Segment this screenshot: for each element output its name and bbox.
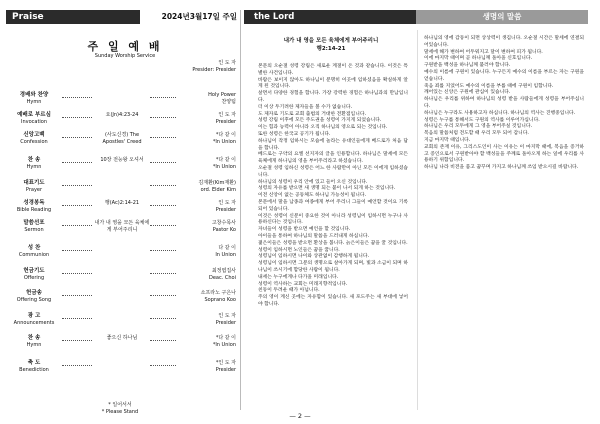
row-leader xyxy=(176,268,236,281)
presider-label xyxy=(168,60,236,74)
leader-dots xyxy=(62,137,92,138)
leader-dots xyxy=(62,318,92,319)
presider-ko: 인 도 자 xyxy=(218,60,236,66)
row-label-en: Announcements xyxy=(13,319,55,326)
row-leader-primary: 김재환(Kim재환) xyxy=(198,180,236,186)
row-leader xyxy=(176,335,236,348)
sermon-paragraph: 복음의 말씀처럼 전도할 때 우리 모두 되어 갑니다. xyxy=(424,131,529,137)
row-leader-primary: *다 같 이 xyxy=(215,157,236,163)
leader-dots xyxy=(150,273,176,274)
row-label xyxy=(10,290,58,303)
row-leader xyxy=(176,245,236,258)
column-divider-2 xyxy=(417,30,418,410)
sermon-title: 내가 내 영을 모든 육체에게 부어주리니 xyxy=(283,38,379,44)
row-label xyxy=(10,92,58,105)
row-label-ko: 찬 송 xyxy=(27,335,41,341)
sermon-paragraph: 구원받을 백성을 하나님께 불러야 합니다. xyxy=(424,63,511,69)
word-of-life-header: 생명의 말씀 xyxy=(416,10,588,24)
sermon-paragraph: 젊은이들은 성령을 받으면 환상을 봅니다. 늙은이들은 꿈을 꿀 것입니다. xyxy=(258,240,408,246)
row-leader-secondary: 찬양팀 xyxy=(221,98,236,105)
sermon-paragraph: 성령님이 임하시면 그분의 생명으로 살아가게 되며, 빛과 소금이 되며 하나님이 쓰시기에 합당한 사람이 됩니다. xyxy=(258,261,408,273)
row-leader-primary: Holy Power xyxy=(208,92,236,98)
sermon-paragraph: 또한 성령은 한국교 공기가 됩니다. xyxy=(258,131,331,137)
sermon-paragraph: 오순절 성령 임하신 성령은 어느 한 사람만이 아닌 모든 이에게 임하셨습니다. xyxy=(258,165,408,178)
row-label xyxy=(10,180,58,193)
sermon-paragraph: 성령의 자유를 받으면 새 생명 되는 불이 나서 되게 하는 것입니다. xyxy=(258,186,396,192)
row-label-ko: 대표기도 xyxy=(23,180,45,186)
row-label-en: Prayer xyxy=(25,186,43,193)
leader-dots xyxy=(62,273,92,274)
sermon-paragraph: 자녀들이 성령을 받으면 예언을 할 것입니다. xyxy=(258,227,351,233)
row-label-ko: 신앙고백 xyxy=(23,132,45,138)
leader-dots xyxy=(62,365,92,366)
leader-dots xyxy=(150,205,176,206)
sermon-paragraph: 성령이 역사하는 교회는 미래지향적입니다. xyxy=(258,281,348,287)
row-label-en: Benediction xyxy=(19,366,49,373)
row-label-en: Hymn xyxy=(26,341,42,348)
row-label-en: Sermon xyxy=(24,226,44,233)
row-leader-primary: *다 같 이 xyxy=(215,335,236,341)
row-label xyxy=(10,157,58,170)
stand-footnote-ko: * 일어서서 xyxy=(108,402,132,408)
row-leader xyxy=(176,112,236,125)
sermon-paragraph: 하나님의 성령이 우리 안에 있고 들어 오신 것입니다. xyxy=(258,179,368,185)
row-leader xyxy=(176,92,236,105)
row-leader-primary: 고창수목사 xyxy=(211,220,236,226)
leader-dots xyxy=(150,225,176,226)
leader-dots xyxy=(62,97,92,98)
column-divider xyxy=(240,10,241,410)
row-label-ko: 성 찬 xyxy=(27,245,41,251)
row-leader-secondary: Presider xyxy=(215,319,236,326)
sermon-paragraph: 죽음 죄를 지었어도 예수의 이름을 부를 때에 구원이 임합니다. xyxy=(424,83,554,89)
leader-dots xyxy=(150,295,176,296)
row-leader xyxy=(176,360,236,373)
row-leader xyxy=(176,220,236,233)
sermon-paragraph: 하나님이 작정 임하시는 모습에 놀라는 유대인들에게 베드로가 처음 답을 합니다. xyxy=(258,138,408,151)
sermon-paragraph: 내세는 누구에게나 다가올 미래입니다. xyxy=(258,274,339,280)
row-leader-primary: 인 도 자 xyxy=(218,313,236,319)
sermon-paragraph: 이것은 성령이 신분이 중요한 것이 아니라 성령님이 임하시면 누구나 사용하신다는 것입니다. xyxy=(258,213,408,226)
row-detail: 요(Jn)4:23-24 xyxy=(105,112,139,118)
sermon-heading xyxy=(250,38,412,53)
row-label xyxy=(10,112,58,125)
leader-dots xyxy=(62,295,92,296)
praise-header-title: Praise xyxy=(12,12,44,22)
row-detail: 행(Ac)2:14-21 xyxy=(104,200,140,206)
row-label-ko: 말씀선포 xyxy=(23,220,45,226)
leader-dots xyxy=(62,185,92,186)
sermon-paragraph: 살면서 다양한 경험을 합니다. 가장 강력한 경험은 하나님과의 만남입니다. xyxy=(258,91,408,103)
leader-dots xyxy=(62,225,92,226)
stand-footnote-en: * Please Stand xyxy=(101,408,139,415)
sermon-paragraph: 깨어있는 신앙은 구원에 관심이 있습니다. xyxy=(424,90,511,96)
sermon-paragraph: 친동이 두려운 때가 아닙니다. xyxy=(258,288,320,294)
sermon-paragraph: 하나님은 우리를 위하여 하나님의 성령 받을 사람들에게 성령을 부어주십니다. xyxy=(424,97,584,109)
row-leader xyxy=(176,180,236,193)
row-leader-secondary: Deac. Choi xyxy=(208,274,236,281)
sermon-paragraph: 베드로는 구약의 요엘 선지자의 글을 인용합니다. 하나님은 말세에 모든 육체에게 하나님의 영을 부어주리라고 하셨습니다. xyxy=(258,152,408,165)
row-leader-primary: 인 도 자 xyxy=(218,112,236,118)
row-label xyxy=(10,220,58,233)
sermon-paragraph: 아이들을 통하여 하나님의 말씀을 드러내게 하십니다. xyxy=(258,233,370,239)
sermon-paragraph: 본문의 오순절 성령 강림은 새로운 계절이 온 것과 같습니다. 이것은 특별한 사건입니다. xyxy=(258,64,408,76)
sermon-paragraph: 성령님이 임하시면 나이와 상관없이 감행하게 됩니다. xyxy=(258,254,370,260)
leader-dots xyxy=(150,250,176,251)
row-leader xyxy=(176,200,236,213)
row-label xyxy=(10,335,58,348)
sermon-paragraph: 더 이상 두기려한 제자들을 볼 수가 없습니다. xyxy=(258,104,353,110)
row-label-en: Hymn xyxy=(26,98,42,105)
row-leader-secondary: Pastor Ko xyxy=(212,226,236,233)
row-detail: 좋으신 하나님 xyxy=(106,335,138,341)
service-date: 2024년3월17일 주일 xyxy=(140,10,240,24)
sermon-paragraph: 본문에서 말을 남종과 여종에게 부어 주리니 그들이 예언할 것이요 기록되어 있습니다. xyxy=(258,199,408,212)
sermon-paragraph: 하나님 나라 비전을 품고 꿈꾸며 가지고 하나님께 쓰임 받으시길 바랍니다. xyxy=(424,165,579,171)
leader-dots xyxy=(62,340,92,341)
row-label-en: Offering xyxy=(23,274,45,281)
leader-dots xyxy=(150,137,176,138)
sermon-paragraph: 이전 신앙이 없는 공동체도 하나님 가능성이 됩니다. xyxy=(258,193,366,199)
row-label-ko: 성경봉독 xyxy=(23,200,45,206)
leader-dots xyxy=(150,318,176,319)
row-label-ko: 헌금송 xyxy=(26,290,42,296)
row-label xyxy=(10,132,58,145)
row-label-en: Hymn xyxy=(26,163,42,170)
lord-header xyxy=(244,10,416,24)
sermon-paragraph: 이는 힘과 능력이 아니라 오직 하나님의 영으로 되는 것입니다. xyxy=(258,125,388,131)
page-number: — 2 — xyxy=(289,412,311,420)
row-leader xyxy=(176,290,236,303)
leader-dots xyxy=(150,340,176,341)
leader-dots xyxy=(150,185,176,186)
sermon-paragraph: 말세에 해가 변하여 어두워지고 달이 변하여 피가 됩니다. xyxy=(424,49,543,55)
row-leader-secondary: *In Union xyxy=(212,138,236,145)
row-leader xyxy=(176,157,236,170)
sermon-paragraph: 예수의 이름에 구원이 있습니다. 누구든지 예수의 이름을 부르는 자는 구원을 얻습니다. xyxy=(424,69,584,82)
sermon-paragraph: 이에 마지막 때이며 곧 하나님께 돌아올 신호입니다. xyxy=(424,56,532,62)
leader-dots xyxy=(62,250,92,251)
row-label xyxy=(10,360,58,373)
sermon-paragraph: 성령이 임하시면 노인들은 꿈을 꿉니다. xyxy=(258,247,340,253)
row-leader-secondary: Soprano Koo xyxy=(204,296,236,303)
row-detail: 10장 전능왕 오셔서 xyxy=(100,157,144,163)
leader-dots xyxy=(62,205,92,206)
row-label-ko: 예배로 부르심 xyxy=(17,112,51,118)
row-leader-secondary: ord. Elder Kim xyxy=(200,186,236,193)
row-leader xyxy=(176,313,236,326)
row-label-ko: 헌금기도 xyxy=(23,268,45,274)
sermon-reference: 행2:14-21 xyxy=(316,45,346,52)
sermon-paragraph: 지금 마지막 때입니다. xyxy=(424,137,471,143)
row-label xyxy=(10,268,58,281)
row-label-en: Communion xyxy=(18,251,50,258)
sermon-paragraph: 도 제자로 기도로 교회 출범의 거대한 전환점입니다. xyxy=(258,111,366,117)
lord-header-title: the Lord xyxy=(254,12,295,22)
row-label xyxy=(10,200,58,213)
row-leader-secondary: In Union xyxy=(215,251,236,258)
leader-dots xyxy=(150,97,176,98)
sermon-paragraph: 바람은 보이지 않아도 하나님이 분명히 이곳에 임하셨음을 확실하게 알게 된 것입니다. xyxy=(258,77,408,90)
row-label-en: Confession xyxy=(20,138,48,145)
worship-order-title: 주 일 예 배 xyxy=(87,40,163,53)
leader-dots xyxy=(62,117,92,118)
worship-order-subtitle: Sunday Worship Service xyxy=(94,53,156,59)
row-leader xyxy=(176,132,236,145)
row-label xyxy=(10,313,58,326)
sermon-paragraph: 주의 영이 계신 곳에는 자유함이 있습니다. 새 포도주는 새 부대에 넣어야 합니다. xyxy=(258,295,408,307)
row-label-ko: 축 도 xyxy=(27,360,41,366)
leader-dots xyxy=(62,162,92,163)
row-label-ko: 경배와 찬양 xyxy=(19,92,49,98)
sermon-body-middle xyxy=(258,64,408,309)
row-detail: 내가 내 영을 모든 육체에게 부어주리니 xyxy=(94,220,150,233)
sermon-paragraph: 성령은 누구를 통해서도 구원의 역사를 이루어가십니다. xyxy=(424,117,540,123)
row-leader-secondary: *In Union xyxy=(212,163,236,170)
row-leader-secondary: Presider xyxy=(215,366,236,373)
row-leader-primary: 소프라노 구은나 xyxy=(200,290,236,296)
row-leader-primary: *인 도 자 xyxy=(215,360,236,366)
sermon-paragraph: 하나님은 누구라도 사용하고자 하십니다. 하나님의 역사는 진행중입니다. xyxy=(424,110,576,116)
leader-dots xyxy=(150,162,176,163)
row-label-en: Bible Reading xyxy=(16,206,52,213)
row-leader-primary: 다 같 이 xyxy=(218,245,236,251)
row-label-en: Invocation xyxy=(20,118,48,125)
row-leader-primary: 최정엽집사 xyxy=(211,268,236,274)
sermon-paragraph: 교회의 존재 이유, 그리스도인이 사는 이유는 이 마지막 때에, 복음을 증거하고 증인으로서 구원받아야 할 백성들을 주께로 돌아오게 하는 일에 우리를 사용하기 위함입니다. xyxy=(424,144,584,164)
row-label-en: Offering Song xyxy=(16,296,52,303)
row-label-ko: 찬 송 xyxy=(27,157,41,163)
row-leader-secondary: Presider xyxy=(215,206,236,213)
sermon-paragraph: 하나님은 우리 모두에게 그 영을 부어주실 것입니다. xyxy=(424,124,532,130)
row-label xyxy=(10,245,58,258)
row-leader-secondary: *In Union xyxy=(212,341,236,348)
row-leader-primary: 인 도 자 xyxy=(218,200,236,206)
sermon-paragraph: 성령 강림 이후에 모든 주도권을 성령이 가지게 되었습니다. xyxy=(258,118,382,124)
presider-en: Presider: Presider xyxy=(192,67,236,73)
row-leader-secondary: Presider xyxy=(215,118,236,125)
leader-dots xyxy=(150,365,176,366)
row-leader-primary: *다 같 이 xyxy=(215,132,236,138)
leader-dots xyxy=(150,117,176,118)
sermon-body-right xyxy=(424,36,584,172)
row-detail: (사도신경) The Apostles' Creed xyxy=(102,132,142,145)
sermon-paragraph: 하나님의 영에 감동이 되면 상상력이 생깁니다. 오순절 시간은 말세에 연결되어있습니다. xyxy=(424,36,584,48)
row-label-ko: 광 고 xyxy=(27,313,41,319)
